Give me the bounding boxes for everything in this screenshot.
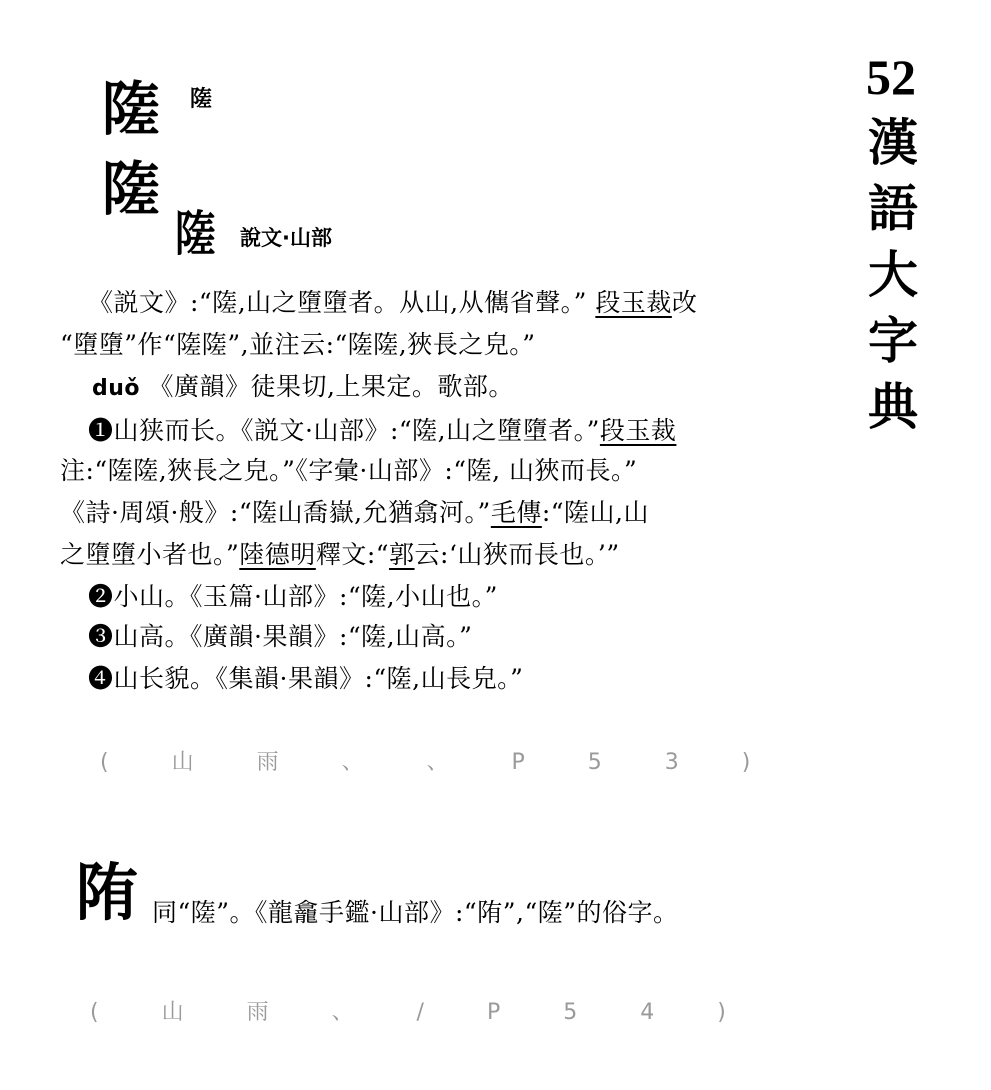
line1-tail: 改 — [671, 288, 698, 317]
head-character: 隓 — [102, 75, 161, 143]
definition-line-2: “墮墮”作“隓隓”,並注云:“隓隓,狹長之皃。” — [60, 330, 536, 359]
book-title: 漢語大字典 — [868, 113, 918, 436]
faint-scan-residue-1: ( 山 雨 、 、 P 5 3 ) — [100, 750, 779, 775]
entry-2-definition: 同“隓”。《龍龕手鑑·山部》:“陏”,“隓”的俗字。 — [152, 898, 679, 927]
sense-2: ❷小山。《玉篇·山部》:“隓,小山也。” — [88, 582, 498, 611]
sense-1-text: ❶山狭而长。《説文·山部》:“隓,山之墮墮者。” — [88, 416, 600, 445]
line7-mid: 釋文:“ — [315, 540, 390, 569]
pinyin: duǒ — [92, 376, 141, 401]
person-name-guo: 郭 — [389, 540, 415, 569]
sense-3: ❸山高。《廣韻·果韻》:“隓,山高。” — [88, 622, 473, 651]
sense-1-line-3 — [60, 500, 649, 525]
sense-4: ❹山长貌。《集韻·果韻》:“隓,山長皃。” — [88, 664, 524, 693]
sense-1-line-4 — [60, 542, 620, 567]
definition-line-1 — [88, 290, 697, 315]
shuowen-quote: 《説文》:“隓,山之墮墮者。从山,从㒞省聲。” — [88, 288, 587, 317]
person-name-duan-yucai: 段玉裁 — [595, 288, 672, 317]
head-character-variant: 隓 — [102, 155, 161, 223]
shijing-quote: 《詩·周頌·般》:“隓山喬嶽,允猶翕河。” — [60, 498, 491, 527]
head-character-small-form: 隓 — [190, 86, 213, 112]
seal-script-source: 說文·山部 — [240, 226, 332, 250]
head-character-2: 陏 — [76, 856, 139, 929]
seal-script-character: 隓 — [175, 206, 216, 262]
sense-1-line-1 — [88, 418, 676, 443]
person-name-lu-deming: 陸德明 — [239, 540, 316, 569]
guangyun-reading: 《廣韻》徒果切,上果定。歌部。 — [148, 372, 514, 401]
faint-scan-residue-2: ( 山 雨 、 / P 5 4 ) — [90, 1000, 754, 1025]
line7-end: 云:‘山狹而長也。’” — [414, 540, 620, 569]
mao-zhuan-quote: :“隓山,山 — [541, 498, 649, 527]
page-number: 52 — [866, 49, 916, 105]
pronunciation-line — [92, 374, 514, 400]
sense-1-line-2: 注:“隓隓,狹長之皃。”《字彙·山部》:“隓, 山狹而長。” — [60, 456, 638, 485]
line7-start: 之墮墮小者也。” — [60, 540, 240, 569]
person-name-duan-yucai-2: 段玉裁 — [599, 416, 677, 445]
mao-zhuan: 毛傳 — [490, 498, 542, 527]
